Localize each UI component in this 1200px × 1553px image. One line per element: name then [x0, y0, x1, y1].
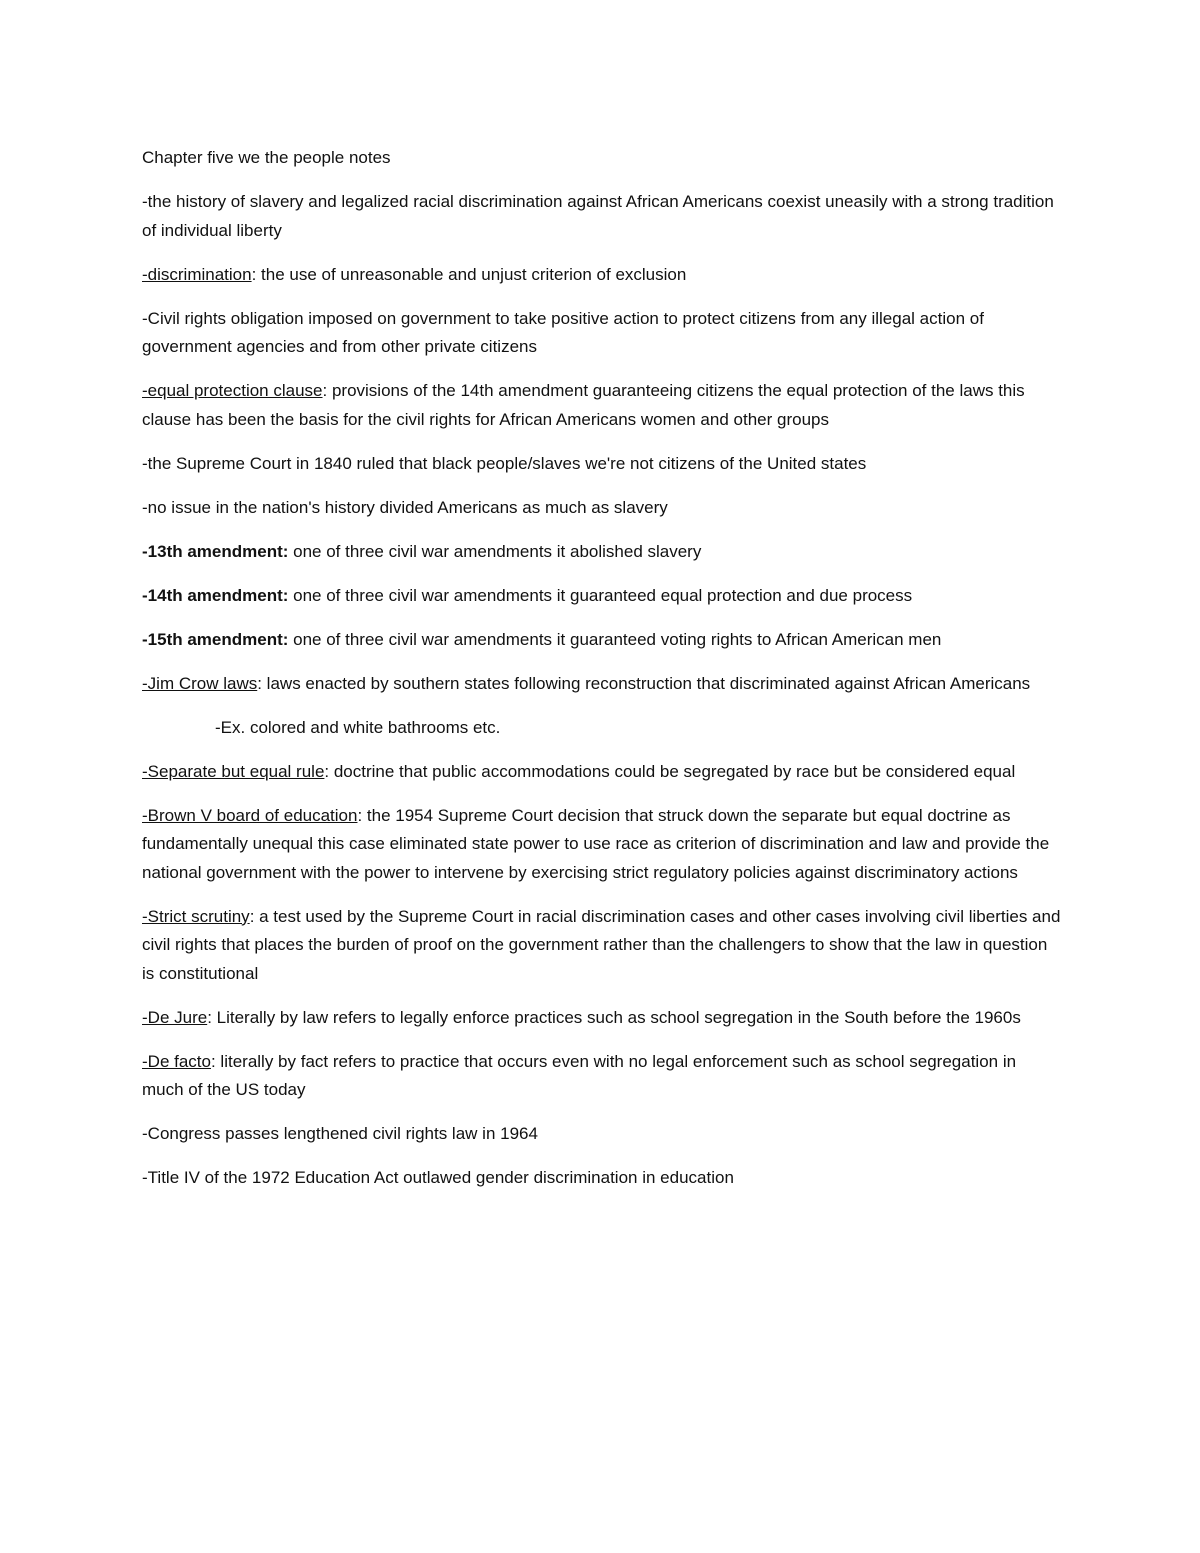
note-term: -Strict scrutiny: [142, 906, 250, 926]
note-paragraph: [142, 188, 1062, 245]
note-paragraph: [142, 1164, 1062, 1193]
note-text: -Ex. colored and white bathrooms etc.: [215, 717, 501, 737]
note-text: : a test used by the Supreme Court in racial discrimination cases and other cases involving civil liberties and civil rights that places the burden of proof on the government rather than the challengers to show that the law in question is constitutional: [142, 906, 1061, 983]
note-text: -Civil rights obligation imposed on government to take positive action to protect citizens from any illegal action of government agencies and from other private citizens: [142, 308, 984, 356]
note-term: -Brown V board of education: [142, 805, 358, 825]
note-term: -Jim Crow laws: [142, 673, 258, 693]
note-paragraph: [142, 582, 1062, 611]
note-paragraph: [142, 1120, 1062, 1149]
note-term: -discrimination: [142, 264, 252, 284]
note-term: -Separate but equal rule: [142, 761, 325, 781]
note-text: -the history of slavery and legalized racial discrimination against African Americans coexist uneasily with a strong tradition of individual liberty: [142, 192, 1054, 240]
note-text: : doctrine that public accommodations could be segregated by race but be considered equal: [324, 761, 1016, 781]
note-text: -Title IV of the 1972 Education Act outlawed gender discrimination in education: [142, 1168, 734, 1187]
note-text: one of three civil war amendments it abolished slavery: [288, 541, 702, 561]
note-text: one of three civil war amendments it guaranteed equal protection and due process: [288, 585, 913, 605]
note-text: one of three civil war amendments it guaranteed voting rights to African American men: [288, 629, 942, 649]
note-paragraph: [142, 626, 1062, 655]
note-term: -equal protection clause: [142, 381, 323, 400]
note-paragraph: [142, 538, 1062, 567]
note-paragraph: [142, 758, 1062, 787]
note-text: : provisions of the 14th amendment guaranteeing citizens the equal protection of the laws this clause has been the basis for the civil rights for African Americans women and other groups: [142, 381, 1025, 429]
note-paragraph: [142, 670, 1062, 699]
note-term: -13th amendment:: [142, 541, 289, 561]
note-text: -Congress passes lengthened civil rights law in 1964: [142, 1124, 538, 1143]
note-text: -no issue in the nation's history divided Americans as much as slavery: [142, 497, 668, 517]
note-paragraph: [142, 714, 1062, 743]
note-paragraph: [142, 305, 1062, 362]
document-title: Chapter five we the people notes: [142, 148, 391, 167]
note-text: : Literally by law refers to legally enforce practices such as school segregation in the South before the 1960s: [207, 1007, 1021, 1027]
note-paragraph: [142, 903, 1062, 989]
note-text: : the 1954 Supreme Court decision that struck down the separate but equal doctrine as fundamentally unequal this case eliminated state power to use race as criterion of discrimination and law and provide the national government with the power to intervene by exercising strict regulatory policies against discriminatory actions: [142, 805, 1050, 882]
note-paragraph: [142, 450, 1062, 479]
note-paragraph: [142, 377, 1062, 434]
note-text: -the Supreme Court in 1840 ruled that black people/slaves we're not citizens of the United states: [142, 453, 867, 473]
note-term: -15th amendment:: [142, 629, 289, 649]
note-paragraph: [142, 261, 1062, 290]
note-paragraph: [142, 802, 1062, 888]
notes-list: [142, 188, 1062, 1193]
note-text: : the use of unreasonable and unjust criterion of exclusion: [251, 264, 687, 284]
note-text: : literally by fact refers to practice that occurs even with no legal enforcement such as school segregation in much of the US today: [142, 1051, 1017, 1099]
note-paragraph: [142, 1004, 1062, 1033]
note-paragraph: [142, 1048, 1062, 1105]
note-term: -De Jure: [142, 1007, 208, 1027]
note-paragraph: [142, 494, 1062, 523]
note-text: : laws enacted by southern states following reconstruction that discriminated against African Americans: [257, 673, 1031, 693]
note-term: -14th amendment:: [142, 585, 289, 605]
document-body: [142, 144, 1062, 1208]
note-term: -De facto: [142, 1051, 211, 1071]
